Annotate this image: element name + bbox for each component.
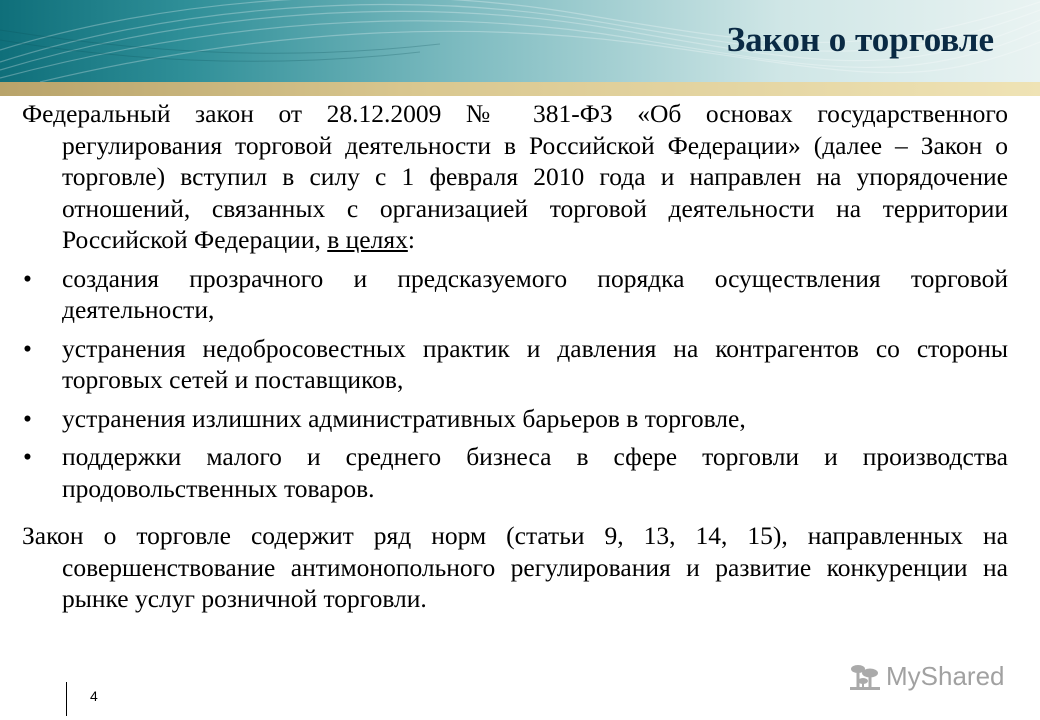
list-item: [22, 403, 1008, 435]
closing-paragraph: Закон о торговле содержит ряд норм (статьи 9, 13, 14, 15), направленных на совершенствование антимонопольного регулирования и развитие конкуренции на рынке услуг розничной торговли.: [22, 521, 1008, 613]
bullet-icon: •: [23, 442, 32, 471]
page-number: 4: [90, 688, 98, 704]
list-item: [22, 441, 1008, 504]
list-item-text: устранения излишних административных барьеров в торговле,: [62, 403, 746, 433]
slide-title: Закон о торговле: [726, 20, 994, 59]
list-item-text: устранения недобросовестных практик и давления на контрагентов со стороны торговых сетей и поставщиков,: [62, 333, 1008, 394]
list-item-text: поддержки малого и среднего бизнеса в сфере торговли и производства продовольственных товаров.: [62, 442, 1008, 503]
list-item: [22, 263, 1008, 326]
purpose-list: [22, 263, 1008, 505]
list-item-text: создания прозрачного и предсказуемого порядка осуществления торговой деятельности,: [62, 263, 1008, 324]
bullet-icon: •: [23, 403, 32, 433]
bullet-icon: •: [23, 263, 32, 293]
list-item: [22, 333, 1008, 396]
watermark-text: MyShared: [886, 660, 1005, 691]
intro-end-text: :: [407, 225, 415, 254]
mushroom-cluster-icon: [848, 659, 882, 693]
intro-paragraph: [22, 98, 1008, 256]
watermark-logo: [848, 656, 1008, 696]
header-banner: [0, 0, 1040, 82]
intro-text: Федеральный закон от 28.12.2009 № 381-ФЗ «Об основах государственного регулирования торговой деятельности в Российской Федерации» (далее – Закон о торговле) вступил в силу с 1 февраля 2010 года и направлен на упорядочение отношений, связанных с организацией торговой деятельности на территории Российской Федерации,: [22, 99, 1008, 254]
header-gold-band: [0, 82, 1040, 96]
intro-underlined-text: в целях: [327, 225, 408, 254]
slide-content: [22, 98, 1008, 615]
footer-divider: [66, 682, 67, 716]
bullet-icon: •: [23, 333, 32, 363]
